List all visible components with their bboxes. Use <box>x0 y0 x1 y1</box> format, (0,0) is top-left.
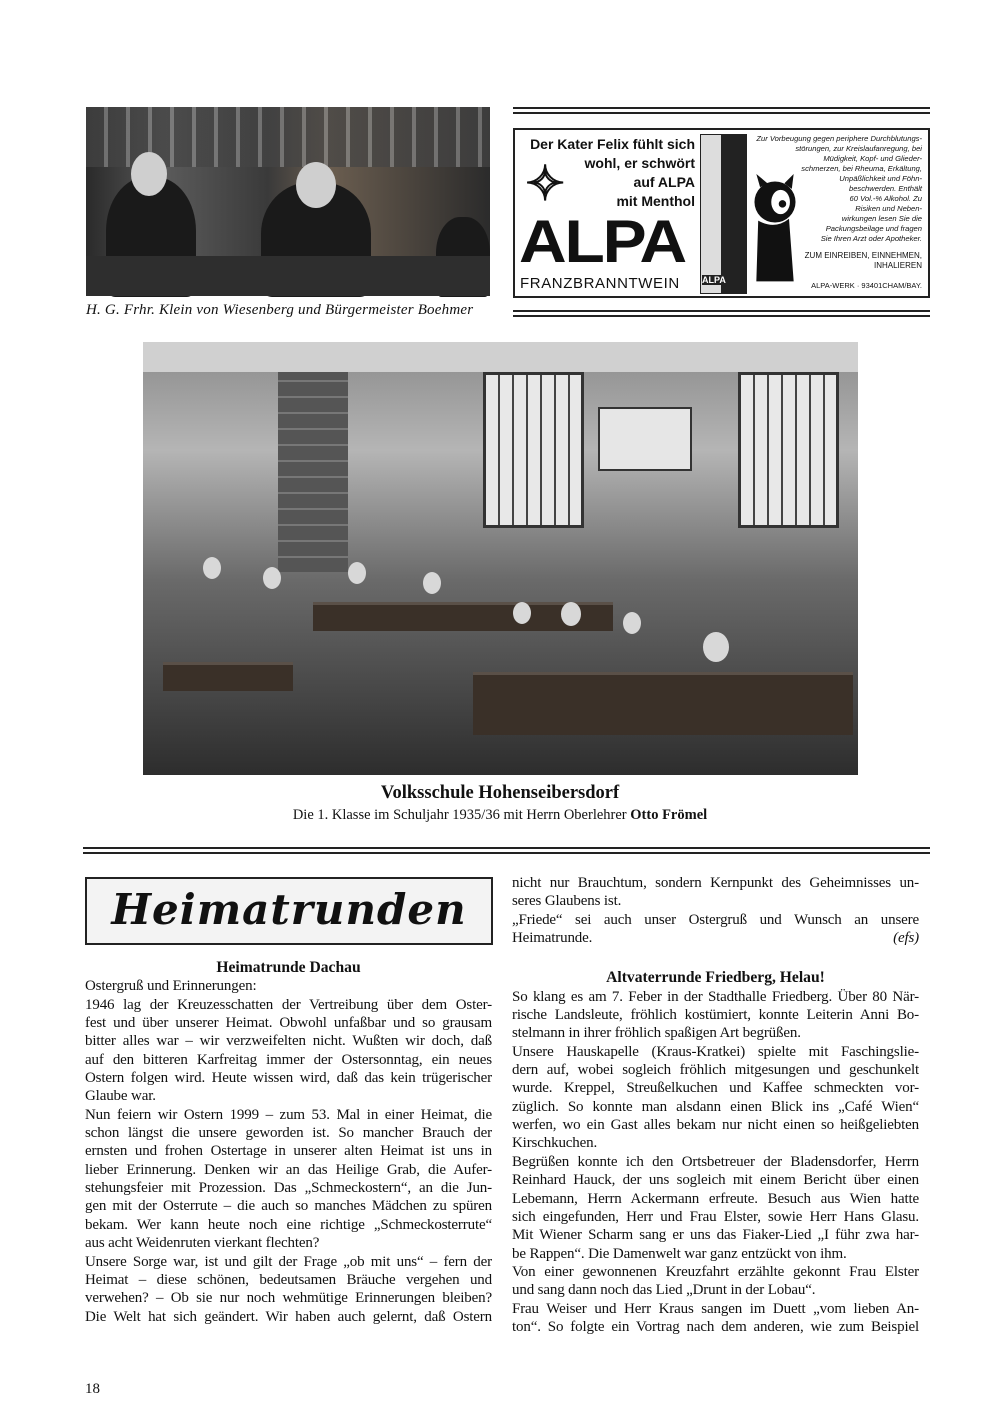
text-line: züglich. So konnte man alsdann einen Blick ins „Café Wien“ <box>512 1098 919 1115</box>
text-line: So klang es am 7. Feber in der Stadthalle Friedberg. Über 80 När- <box>512 988 919 1005</box>
text-line: Heimat – diese schönen, bedeutsamen Bräuche vergehen und <box>85 1271 492 1288</box>
franzbranntwein-label: FRANZBRANNTWEIN <box>520 275 680 292</box>
school-photo-title: Volksschule Hohenseibersdorf <box>380 783 620 803</box>
text-line: Ostergruß und Erinnerungen: <box>85 978 257 995</box>
double-rule <box>513 310 930 317</box>
text-line: Nun feiern wir Ostern 1999 – zum 53. Mal in einer Heimat, die <box>85 1106 492 1123</box>
article-heading: Altvaterrunde Friedberg, Helau! <box>606 969 825 987</box>
text-line: Kirschkuchen. <box>512 1135 598 1152</box>
text-line: gen mit der Osterrute – die auch so manches Mädchen zu spüren <box>85 1198 492 1215</box>
text-line: und sang dann noch das Lied „Drunt in der Lobau“. <box>512 1282 816 1299</box>
text-line: lieber Erinnerung. Denken wir an das Heilige Grab, die Aufer- <box>85 1161 492 1178</box>
text-line: Lebemann, Herrn Ackermann erfreute. Besuch aus Wien hatte <box>512 1190 919 1207</box>
school-photo-subtitle: Die 1. Klasse im Schuljahr 1935/36 mit Herrn Oberlehrer Otto Frömel <box>292 807 708 823</box>
text-line: 1946 lag der Kreuzesschatten der Vertreibung über dem Oster- <box>85 996 492 1013</box>
double-rule <box>513 107 930 114</box>
text-line: dern auf, wobei sogleich fröhlich mitgesungen und geschunkelt <box>512 1062 919 1079</box>
double-rule <box>83 847 930 854</box>
photo-caption: H. G. Frhr. Klein von Wiesenberg und Bürgermeister Boehmer <box>86 302 474 318</box>
text-line: Glaube war. <box>85 1088 156 1105</box>
text-line: rische Landsleute, fröhlich kostümiert, konnte Leiterin Anni Bo- <box>512 1007 919 1024</box>
text-line: Begrüßen konnte ich den Ortsbetreuer der Bladensdorfer, Herrn <box>512 1153 919 1170</box>
alpa-logo: ALPA <box>519 208 685 275</box>
text-line: wurde. Kreppel, Streußelkuchen und Kaffee schmeckten vor- <box>512 1080 919 1097</box>
ad-headline: Der Kater Felix fühlt sich wohl, er schwört auf ALPA mit Menthol <box>530 136 695 209</box>
text-line: schon längst die unsere geworden ist. So mancher Brauch der <box>85 1125 492 1142</box>
text-line: bitter alles war – wir verzweifelten nicht. Wußten wir doch, daß <box>85 1033 492 1050</box>
left-column <box>85 959 492 1326</box>
text-line: aus acht Weidenruten vierkant flechten? <box>85 1235 320 1252</box>
text-line: Ostern folgen wird. Heute wissen wird, daß das kein trügerischer <box>85 1070 492 1087</box>
text-line: ernsten und frohen Ostertage in unserer alten Heimat ist uns in <box>85 1143 492 1160</box>
photo-officials-meeting <box>86 107 490 296</box>
section-title-heimatrunden: Heimatrunden <box>85 877 493 945</box>
text-line: fest und über unserer Heimat. Obwohl unfaßbar und so grausam <box>85 1015 492 1032</box>
text-line: Unsere Sorge war, ist und gilt der Frage „ob mit uns“ – fern der <box>85 1253 492 1270</box>
text-line: stelmann in ihrer fröhlich spaßigen Art begrüßen. <box>512 1025 801 1042</box>
text-line: Frau Weiser und Herr Kraus sangen im Duett „vom lieben An- <box>512 1300 919 1317</box>
right-column <box>512 874 919 1336</box>
bottle-image: ALPA <box>700 134 747 294</box>
page-number: 18 <box>85 1381 100 1397</box>
text-line: Unsere Hauskapelle (Kraus-Kratkei) spielte mit Faschingslie- <box>512 1043 919 1060</box>
text-line: auf den bitteren Karfreitag immer der Ostersonntag, ein neues <box>85 1051 492 1068</box>
ad-small-print: Zur Vorbeugung gegen periphere Durchblutungs- störungen, zur Kreislaufanregung, bei Müdigkeit, Kopf- und Glieder- schmerzen, bei Rheuma, Erkältung, Unpäßlichkeit und Föhn- beschwerden. Enthält 60 Vol.-% Alkohol. Zu Risiken und Neben- wirkungen lesen Sie die Packungsbeilage und fragen Sie Ihren Arzt oder Apotheker. <box>756 134 922 243</box>
alpa-advertisement <box>513 128 930 298</box>
text-line: „Friede“ sei auch unser Ostergruß und Wunsch an unsere <box>512 911 919 928</box>
star-logo-icon: ✧ <box>525 158 566 211</box>
text-line: Die Welt hat sich geändert. Wir haben auch gelernt, daß Ostern <box>85 1308 492 1325</box>
text-line: sich eingefunden, Herr und Frau Elster, sowie Herr Hans Glasu. <box>512 1208 919 1225</box>
text-line: bekam. Wer kann heute noch eine richtige „Schmeckosterrute“ <box>85 1216 492 1233</box>
photo-school-class <box>143 342 858 775</box>
text-line: werfen, wo ein Gast alles bekam nur nicht einen so heißgeliebten <box>512 1117 919 1134</box>
text-line: Von einer gewonnenen Kreuzfahrt erzählte gekonnt Frau Elster <box>512 1263 919 1280</box>
text-line: stehungsfeier mit Prozession. Das „Schmeckostern“, an die Jun- <box>85 1180 492 1197</box>
text-line: Mit Wiener Scharm sang er uns das Fiaker-Lied „I führ zwa har- <box>512 1227 919 1244</box>
text-line: seres Glaubens ist. <box>512 893 622 910</box>
text-line: Reinhard Hauck, der uns sogleich mit einem Bericht über einen <box>512 1172 919 1189</box>
text-line: nicht nur Brauchtum, sondern Kernpunkt des Geheimnisses un- <box>512 875 919 891</box>
ad-usage: ZUM EINREIBEN, EINNEHMEN, INHALIEREN <box>804 251 922 270</box>
author-signature: (efs) <box>893 930 919 947</box>
text-line: verwehen? – Ob sie nur noch wehmütige Erinnerungen bleiben? <box>85 1290 492 1307</box>
text-line: ton“. So folgte ein Vortrag nach dem anderen, wie zum Beispiel <box>512 1318 919 1335</box>
closing-line: Heimatrunde. (efs) <box>512 930 919 947</box>
ad-address: ALPA-WERK · 93401CHAM/BAY. <box>811 281 922 290</box>
article-heading: Heimatrunde Dachau <box>216 959 361 976</box>
text-line: be Rappen“. Die Damenwelt war ganz entzückt von ihm. <box>512 1245 847 1262</box>
